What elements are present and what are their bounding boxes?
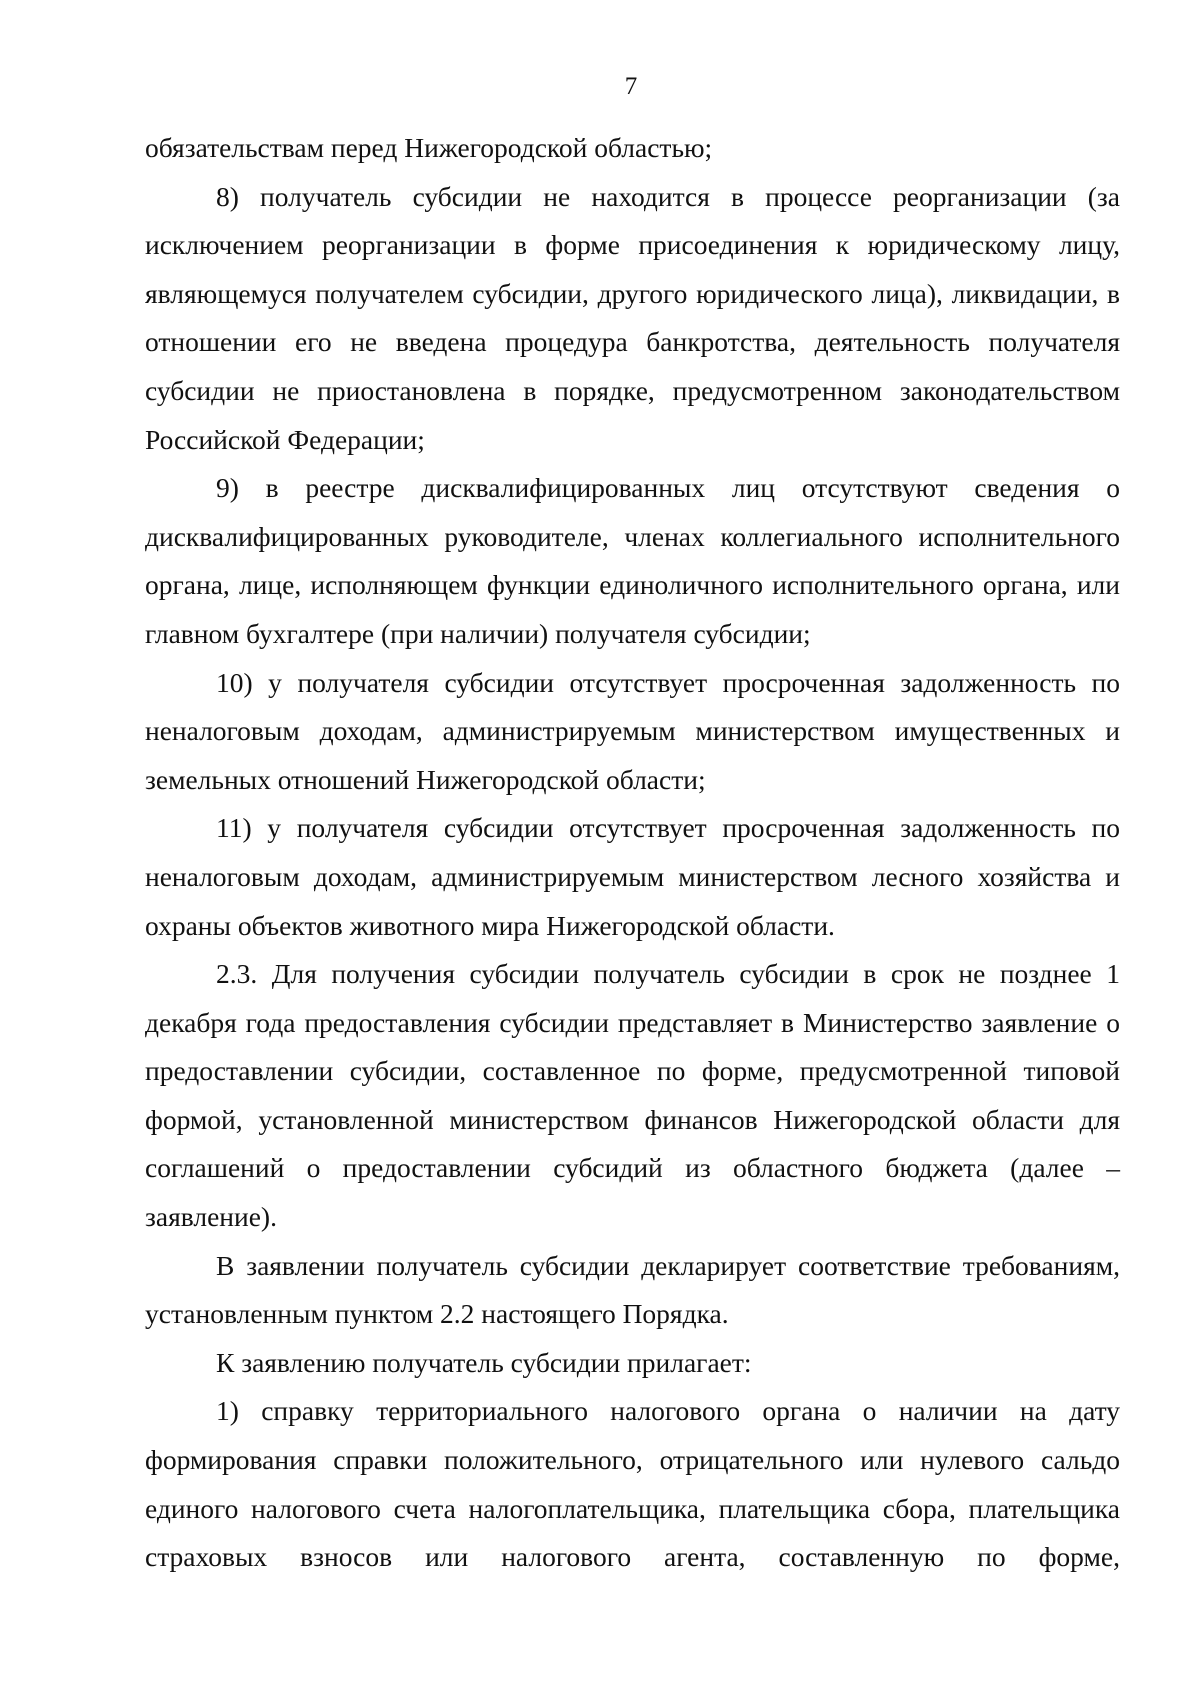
page-number: 7 — [624, 73, 638, 100]
document-body — [145, 124, 1120, 1582]
paragraph-declaration: В заявлении получатель субсидии декларирует соответствие требованиям, установленным пунктом 2.2 настоящего Порядка. — [145, 1249, 1120, 1330]
paragraph-attachments-intro: К заявлению получатель субсидии прилагает: — [216, 1346, 752, 1378]
paragraph-item-11: 11) у получателя субсидии отсутствует просроченная задолженность по неналоговым доходам, администрируемым министерством лесного хозяйства и охраны объектов животного мира Нижегородской области. — [145, 812, 1120, 941]
paragraph-attachment-1: 1) справку территориального налогового органа о наличии на дату формирования справки положительного, отрицательного или нулевого сальдо единого налогового счета налогоплательщика, плательщика сбора, плательщика страховых взносов или налогового агента, составленную по форме, — [145, 1395, 1120, 1573]
paragraph-item-10: 10) у получателя субсидии отсутствует просроченная задолженность по неналоговым доходам, администрируемым министерством имущественных и земельных отношений Нижегородской области; — [145, 666, 1120, 795]
paragraph-item-9: 9) в реестре дисквалифицированных лиц отсутствуют сведения о дисквалифицированных руководителе, членах коллегиального исполнительного органа, лице, исполняющем функции единоличного исполнительного органа, или главном бухгалтере (при наличии) получателя субсидии; — [145, 472, 1120, 649]
paragraph-clause-2-3: 2.3. Для получения субсидии получатель субсидии в срок не позднее 1 декабря года предоставления субсидии представляет в Министерство заявление о предоставлении субсидии, составленное по форме, предусмотренной типовой формой, установленной министерством финансов Нижегородской области для соглашений о предоставлении субсидий из областного бюджета (далее – заявление). — [145, 958, 1120, 1233]
paragraph-p-continuation: обязательствам перед Нижегородской областью; — [145, 132, 713, 163]
paragraph-item-8: 8) получатель субсидии не находится в процессе реорганизации (за исключением реорганизации в форме присоединения к юридическому лицу, являющемуся получателем субсидии, другого юридического лица), ликвидации, в отношении его не введена процедура банкротства, деятельность получателя субсидии не приостановлена в порядке, предусмотренном законодательством Российской Федерации; — [145, 180, 1120, 455]
